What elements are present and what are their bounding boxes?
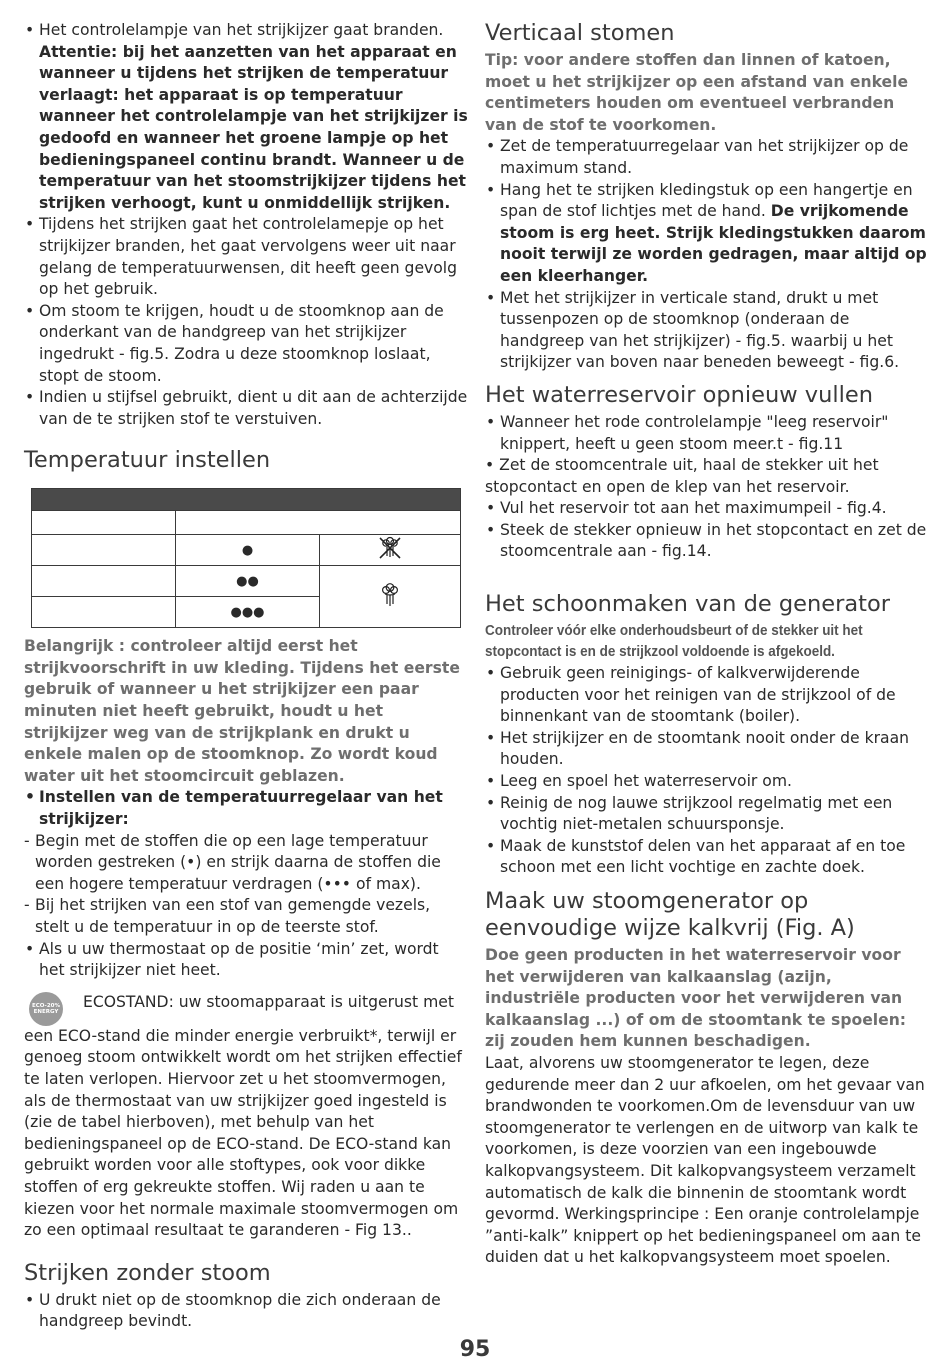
bullet-text: Zet de temperatuurregelaar van het strijkijzer op de maximum stand. (500, 137, 909, 177)
heading-temperatuur: Temperatuur instellen (24, 447, 271, 474)
dash-item: - Bij het strijken van een stof van gemengde vezels, stelt u de temperatuur in op de teerste stof. (24, 895, 468, 938)
steam-icon (320, 566, 461, 628)
bullet-text: Gebruik geen reinigings- of kalkverwijderende producten voor het reinigen van de strijkzool of de binnenkant van de stoomtank (boiler). (500, 664, 896, 726)
ecostand-text: ECOSTAND: uw stoomapparaat is uitgerust met een ECO-stand die minder energie verbruikt*, terwijl er genoeg stoom ontwikkelt wordt om het strijken effectief te laten verlopen. Hiervoor zet u het stoomvermogen, als de thermostaat van uw strijkijzer goed ingesteld is (zie de tabel hierboven), met behulp van het bedieningspaneel op de ECO-stand. De ECO-stand kan gebruikt worden voor alle stoftypes, ook voor dikke stoffen of erg gekreukte stoffen. Wij raden u aan te kiezen voor het normale maximale stoomvermogen om zo een optimaal resultaat te garanderen - Fig 13.. (24, 992, 462, 1240)
list-item (24, 787, 468, 830)
eco-energy-icon: ECO-20% ENERGY (29, 992, 63, 1026)
list-item (24, 214, 468, 300)
bullet-text: Om stoom te krijgen, houdt u de stoomknop aan de onderkant van de handgreep van het strijkijzer ingedrukt - fig.5. Zodra u deze stoomknop loslaat, stopt de stoom. (39, 301, 444, 385)
list-item (485, 663, 927, 728)
left-column (24, 20, 468, 1333)
table-header-row (32, 489, 461, 511)
bullet-text: Wanneer het rode controlelampje "leeg reservoir" knippert, heeft u geen stoom meer.t - fig.11 (500, 412, 889, 453)
controleer-note: Controleer vóór elke onderhoudsbeurt of de stekker uit het stopcontact is en de strijkzool voldoende is afgekoeld. (485, 623, 863, 661)
list-item (485, 498, 927, 520)
tip-text: Tip: voor andere stoffen dan linnen of katoen, moet u het strijkijzer op een afstand van enkele centimeters houden om eventueel verbranden van de stof te voorkomen. (485, 51, 909, 134)
bullet-text: Leeg en spoel het waterreservoir om. (500, 772, 792, 791)
heading-schoonmaken: Het schoonmaken van de generator (485, 591, 890, 618)
kalk-warning: Doe geen producten in het waterreservoir voor het verwijderen van kalkaanslag (azijn, industriële producten voor het verwijderen van kalkaanslag ...) of om de stoomtank te spoelen: zij zouden hem kunnen beschadigen. (485, 946, 907, 1051)
table-row (32, 566, 461, 597)
bullet-text: Zet de stoomcentrale uit, haal de stekker uit het stopcontact en open de klep van het reservoir. (485, 456, 879, 496)
bullet-text: Het controlelampje van het strijkijzer gaat branden. (39, 21, 444, 39)
right-column (485, 20, 927, 1269)
table-subheader-row (32, 511, 461, 535)
list-item (485, 728, 927, 771)
list-item (485, 412, 927, 455)
list-item (24, 939, 468, 982)
no-steam-icon (320, 535, 461, 566)
list-item (485, 520, 927, 563)
bullet-text: Met het strijkijzer in verticale stand, drukt u met tussenpozen op de stoomknop (onderaan de handgreep van het strijkijzer) - fig.5. waarbij u het strijkijzer van boven naar beneden beweegt - fig.6. (500, 288, 900, 372)
list-item (485, 288, 927, 374)
bullet-text: Tijdens het strijken gaat het controlelamepje op het strijkijzer branden, het gaat vervolgens weer uit naar gelang de temperatuurwensen, dit heeft geen gevolg op het gebruik. (39, 215, 458, 299)
list-item (485, 136, 927, 179)
list-item (24, 301, 468, 387)
table-row (32, 535, 461, 566)
bullet-text: Instellen van de temperatuurregelaar van het strijkijzer: (39, 788, 443, 829)
dots-cell: ● (176, 535, 320, 566)
bullet-text: Indien u stijfsel gebruikt, dient u dit aan de achterzijde van de te strijken stof te verstuiven. (39, 388, 468, 428)
dots-cell: ●● (176, 566, 320, 597)
list-item (485, 836, 927, 879)
list-item (485, 180, 927, 288)
bullet-text: Steek de stekker opnieuw in het stopcontact en zet de stoomcentrale aan - fig.14. (500, 520, 927, 561)
kalk-paragraph: Laat, alvorens uw stoomgenerator te legen, deze gedurende meer dan 2 uur afkoelen, om het gevaar van brandwonden te voorkomen.Om de levensduur van uw stoomgenerator te verlengen en de uitworp van kalk te voorkomen, is deze voorzien van een ingebouwde kalkopvangsysteem. Dit kalkopvangsysteem verzamelt automatisch de kalk die binnenin de stoomtank wordt gevormd. Werkingsprincipe : Een oranje controlelampje ”anti-kalk” knippert op het bedieningspaneel om aan te duiden dat u het kalkopvangsysteem moet spoelen. (485, 1053, 925, 1267)
heading-zonder-stoom: Strijken zonder stoom (24, 1259, 271, 1286)
bullet-text: Maak de kunststof delen van het apparaat af en toe schoon met een licht vochtige en zachte doek. (500, 836, 906, 877)
temperature-table (31, 488, 461, 628)
list-item (24, 20, 468, 214)
dots-cell: ●●● (176, 597, 320, 628)
bullet-text: Reinig de nog lauwe strijkzool regelmatig met een vochtig niet-metalen schuursponsje. (500, 793, 893, 834)
dash-item: - Begin met de stoffen die op een lage temperatuur worden gestreken (•) en strijk daarna de stoffen die een hogere temperatuur verdragen (••• of max). (24, 831, 468, 896)
heading-reservoir: Het waterreservoir opnieuw vullen (485, 381, 873, 408)
list-item (485, 771, 927, 793)
list-item: • Zet de stoomcentrale uit, haal de stekker uit het stopcontact en open de klep van het reservoir. (485, 456, 879, 496)
bullet-text: Hang het te strijken kledingstuk op een hangertje en span de stof lichtjes met de hand. (500, 180, 913, 221)
list-item (24, 387, 468, 430)
heading-kalkvrij: Maak uw stoomgenerator op eenvoudige wijze kalkvrij (Fig. A) (485, 888, 855, 941)
list-item (24, 1290, 468, 1333)
ecostand-paragraph (24, 992, 468, 1242)
bullet-text: Als u uw thermostaat op de positie ‘min’ zet, wordt het strijkijzer niet heet. (39, 939, 439, 980)
bullet-text: U drukt niet op de stoomknop die zich onderaan de handgreep bevindt. (39, 1290, 441, 1331)
attention-warning: Attentie: bij het aanzetten van het apparaat en wanneer u tijdens het strijken de temperatuur verlaagt: het apparaat is op temperatuur wanneer het controlelampje van het strijkijzer is gedoofd en wanneer het groene lampje op het bedieningspaneel continu brandt. Wanneer u de temperatuur van het stoomstrijkijzer tijdens het strijken verhoogt, kunt u onmiddellijk strijken. (39, 42, 468, 212)
page-number: 95 (459, 1337, 491, 1362)
bullet-text: Het strijkijzer en de stoomtank nooit onder de kraan houden. (500, 728, 910, 769)
warning-text: De vrijkomende stoom is erg heet. Strijk kledingstukken daarom nooit terwijl ze worden gedragen, maar altijd op een kleerhanger. (500, 202, 927, 285)
heading-verticaal: Verticaal stomen (485, 20, 675, 46)
important-note: Belangrijk : controleer altijd eerst het strijkvoorschrift in uw kleding. Tijdens het eerste gebruik of wanneer u het strijkijzer een paar minuten niet heeft gebruikt, houdt u het strijkijzer weg van de strijkplank en drukt u enkele malen op de stoomknop. Zo wordt koud water uit het stoomcircuit geblazen. (24, 637, 460, 785)
bullet-text: Vul het reservoir tot aan het maximumpeil - fig.4. (500, 499, 887, 518)
list-item (485, 793, 927, 836)
